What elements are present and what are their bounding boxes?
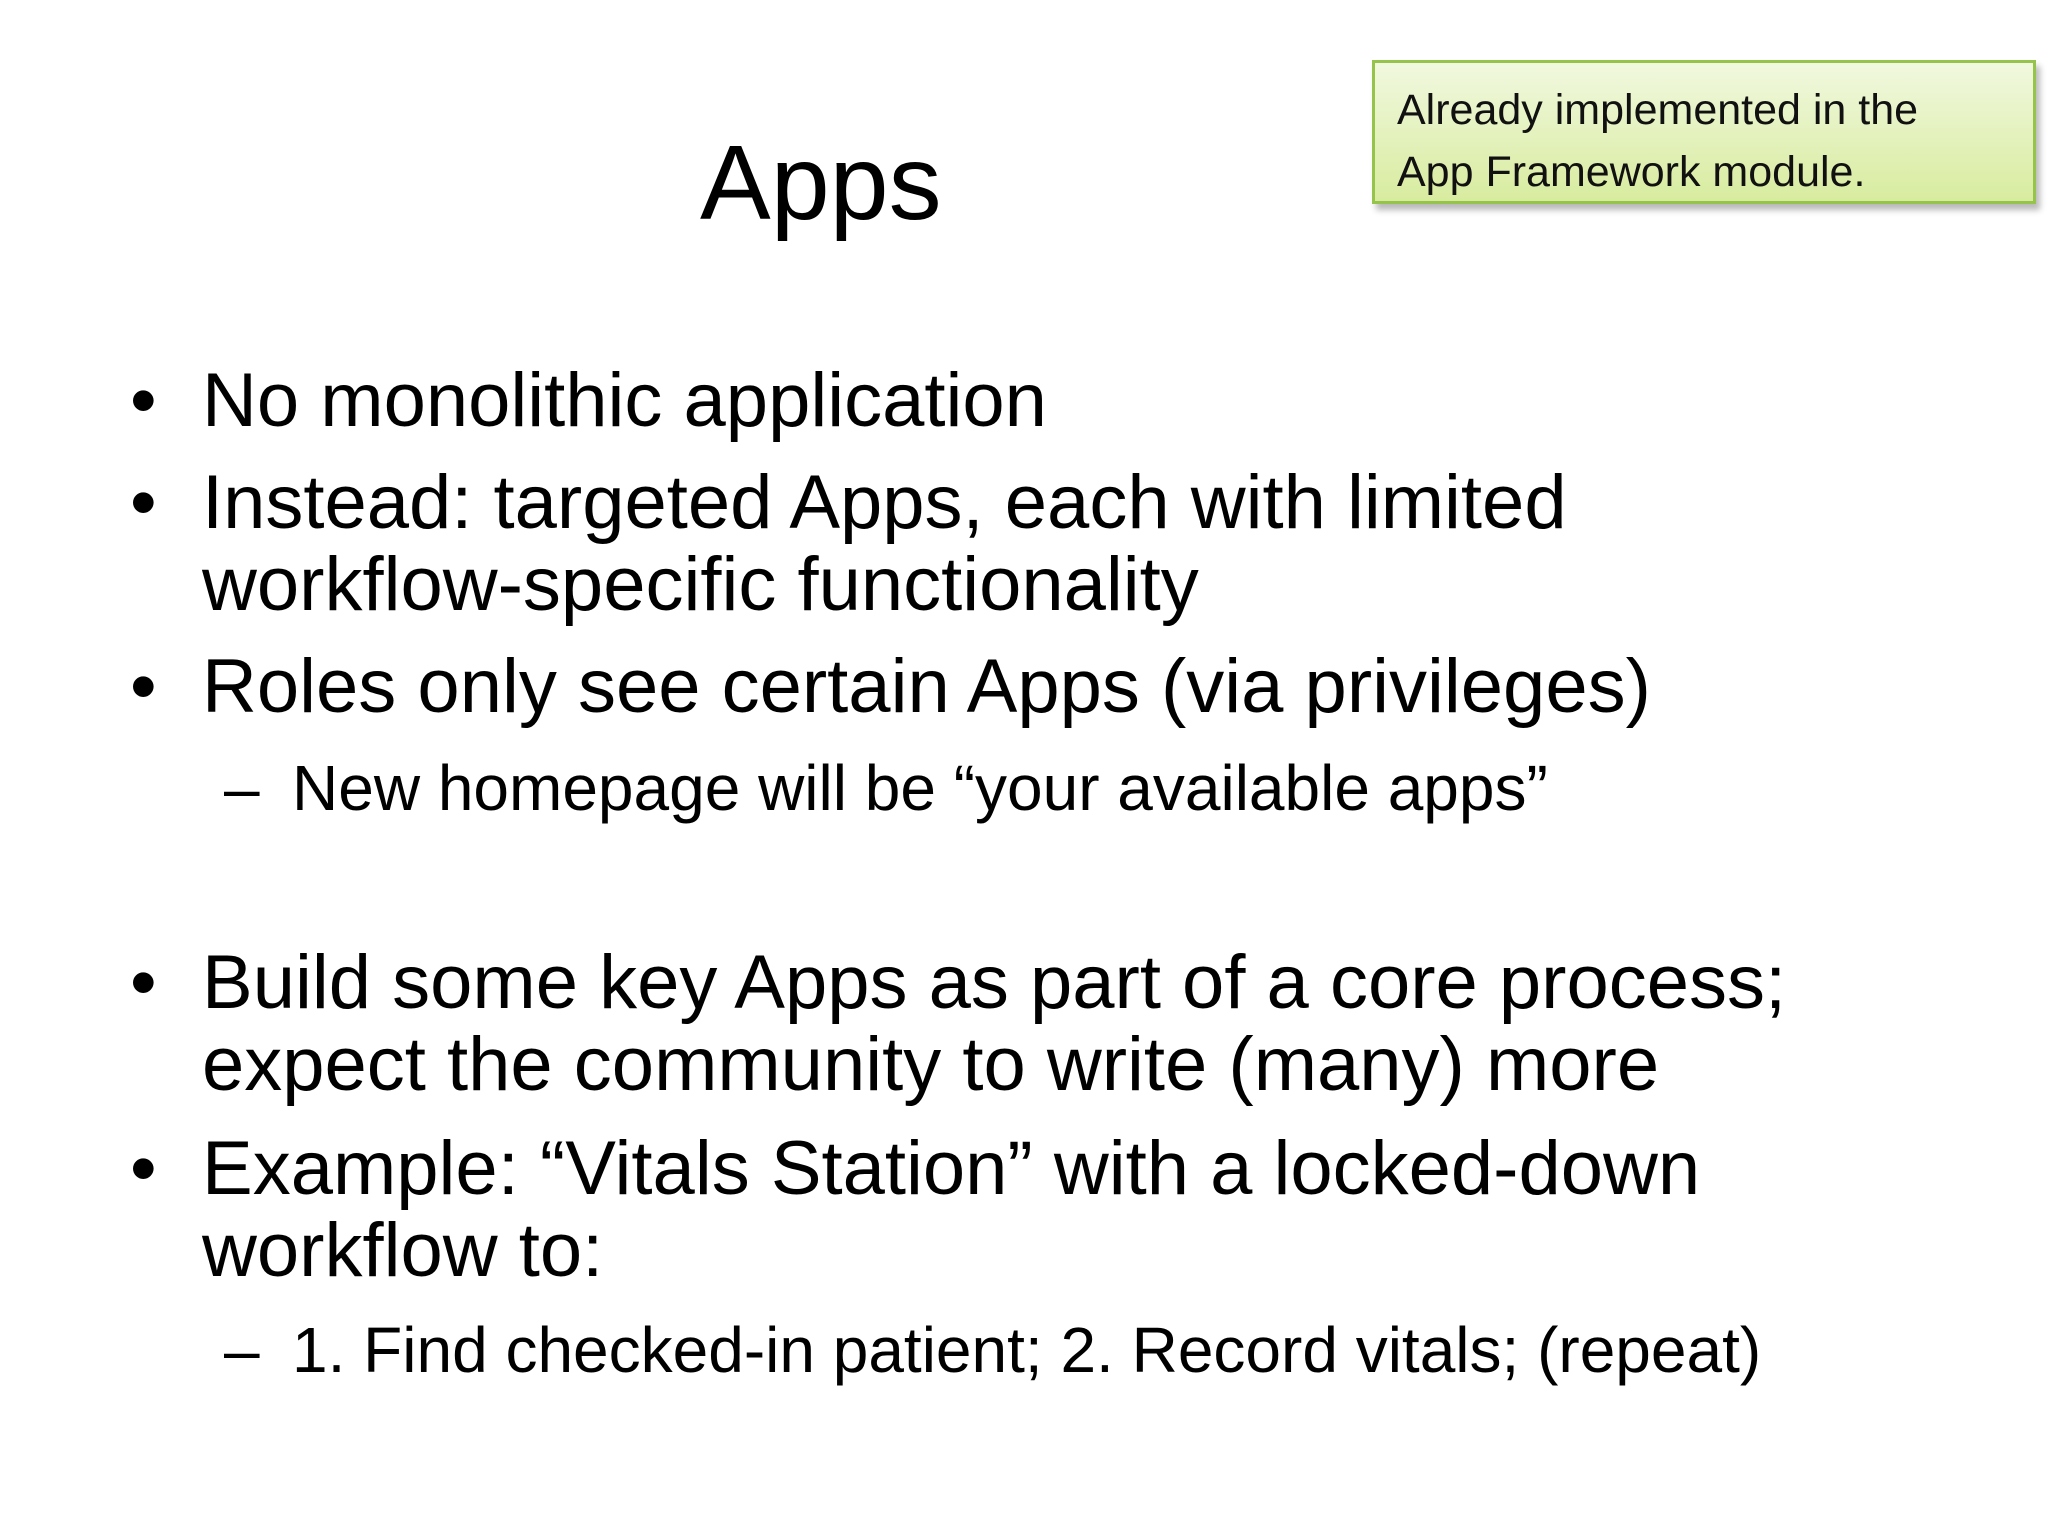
bullet-icon: • — [130, 1126, 157, 1211]
implementation-note-line-1: Already implemented in the — [1397, 86, 1919, 134]
slide-title: Apps — [700, 124, 942, 242]
bullet-text: Build some key Apps as part of a core process; — [202, 940, 1787, 1025]
dash-icon: – — [224, 752, 260, 824]
sub-bullet-text: New homepage will be “your available apps” — [292, 752, 1548, 824]
bullet-icon: • — [130, 460, 157, 545]
bullet-text: No monolithic application — [202, 358, 1047, 443]
dash-icon: – — [224, 1314, 260, 1386]
bullet-icon: • — [130, 358, 157, 443]
bullet-text: Roles only see certain Apps (via privileges) — [202, 644, 1651, 729]
bullet-text: workflow to: — [202, 1208, 604, 1293]
implementation-note-line-2: App Framework module. — [1397, 148, 1866, 196]
bullet-text: workflow-specific functionality — [202, 542, 1199, 627]
bullet-text: Example: “Vitals Station” with a locked-down — [202, 1126, 1701, 1211]
bullet-text: Instead: targeted Apps, each with limited — [202, 460, 1567, 545]
implementation-note — [1372, 60, 2036, 204]
sub-bullet-text: 1. Find checked-in patient; 2. Record vitals; (repeat) — [292, 1314, 1762, 1386]
bullet-icon: • — [130, 940, 157, 1025]
bullet-text: expect the community to write (many) more — [202, 1022, 1660, 1107]
bullet-icon: • — [130, 644, 157, 729]
